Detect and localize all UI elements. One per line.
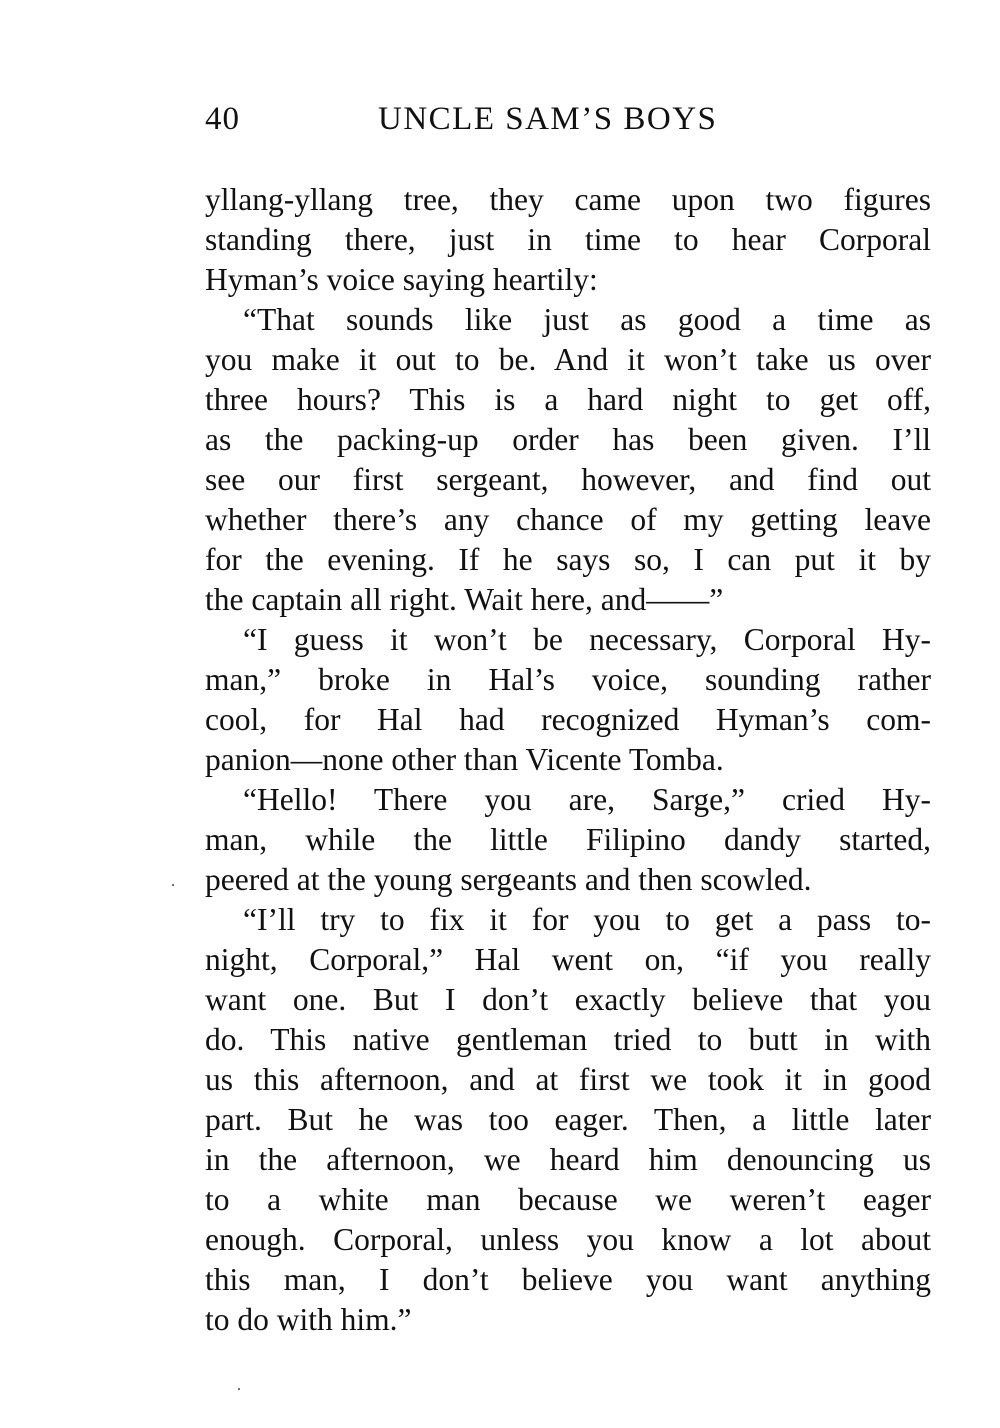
paragraph-start-line: “I’ll try to fix it for you to get a pass to-: [243, 902, 931, 937]
text-line: you make it out to be. And it won’t take us over: [205, 342, 931, 377]
text-line: man, while the little Filipino dandy started,: [205, 822, 931, 857]
paragraph-start-line: “Hello! There you are, Sarge,” cried Hy-: [243, 782, 931, 817]
text-line: cool, for Hal had recognized Hyman’s com-: [205, 702, 931, 737]
text-line: to a white man because we weren’t eager: [205, 1182, 931, 1217]
text-line: do. This native gentleman tried to butt in with: [205, 1022, 931, 1057]
text-line: panion—none other than Vicente Tomba.: [205, 742, 724, 777]
text-line: enough. Corporal, unless you know a lot about: [205, 1222, 931, 1257]
text-line: see our first sergeant, however, and find out: [205, 462, 931, 497]
paragraph-start-line: “That sounds like just as good a time as: [243, 302, 931, 337]
text-line: yllang-yllang tree, they came upon two figures: [205, 182, 931, 217]
text-line: three hours? This is a hard night to get off,: [205, 382, 931, 417]
text-line: want one. But I don’t exactly believe that you: [205, 982, 931, 1017]
text-line: for the evening. If he says so, I can put it by: [205, 542, 931, 577]
scan-speck: [238, 1388, 240, 1390]
text-line: whether there’s any chance of my getting leave: [205, 502, 931, 537]
text-line: as the packing-up order has been given. I’ll: [205, 422, 931, 457]
text-line: night, Corporal,” Hal went on, “if you really: [205, 942, 931, 977]
paragraph-start-line: “I guess it won’t be necessary, Corporal Hy-: [243, 622, 931, 657]
text-line: man,” broke in Hal’s voice, sounding rather: [205, 662, 931, 697]
text-line: us this afternoon, and at first we took it in good: [205, 1062, 931, 1097]
text-line: to do with him.”: [205, 1302, 412, 1337]
running-head: [205, 96, 765, 142]
text-line: this man, I don’t believe you want anything: [205, 1262, 931, 1297]
running-title: UNCLE SAM’S BOYS: [378, 101, 718, 137]
text-line: the captain all right. Wait here, and——”: [205, 582, 724, 617]
text-line: standing there, just in time to hear Corporal: [205, 222, 931, 257]
text-line: in the afternoon, we heard him denouncing us: [205, 1142, 931, 1177]
body-text: [205, 180, 931, 1340]
text-line: peered at the young sergeants and then scowled.: [205, 862, 812, 897]
text-line: part. But he was too eager. Then, a little later: [205, 1102, 931, 1137]
scan-speck: [172, 884, 174, 886]
text-line: Hyman’s voice saying heartily:: [205, 262, 598, 297]
page-number: 40: [205, 101, 240, 137]
